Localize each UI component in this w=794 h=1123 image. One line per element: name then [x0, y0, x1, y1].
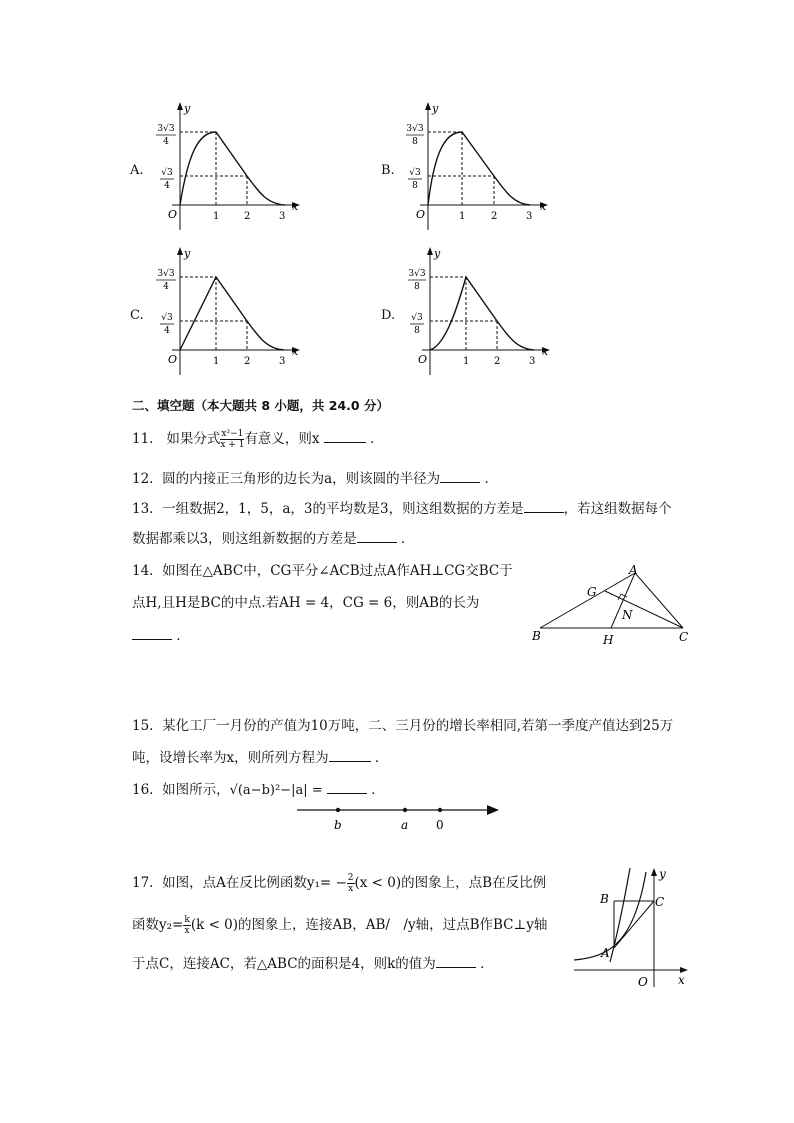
svg-text:4: 4	[163, 282, 169, 292]
svg-text:1: 1	[463, 356, 470, 367]
number-line	[295, 800, 505, 836]
svg-text:A: A	[629, 563, 638, 577]
svg-text:y: y	[434, 247, 441, 260]
svg-text:y: y	[659, 867, 666, 881]
svg-text:a: a	[401, 818, 409, 832]
svg-text:√3: √3	[161, 313, 173, 323]
svg-text:B: B	[532, 629, 541, 643]
svg-text:O: O	[168, 208, 178, 221]
svg-text:y: y	[184, 247, 191, 260]
svg-text:G: G	[587, 585, 597, 599]
answer-blank[interactable]	[132, 625, 172, 640]
svg-text:x: x	[542, 345, 549, 358]
svg-text:y: y	[184, 102, 191, 115]
svg-text:x: x	[678, 973, 685, 987]
option-a-label: A.	[130, 163, 144, 178]
inverse-function-figure	[570, 862, 695, 992]
question-15-line2: 吨，设增长率为x，则所列方程为 ．	[132, 747, 388, 768]
option-c-label: C.	[130, 308, 144, 323]
a-y-low-num: √3	[161, 168, 173, 178]
svg-text:8: 8	[412, 137, 418, 147]
svg-text:2: 2	[491, 211, 498, 222]
svg-text:O: O	[416, 208, 426, 221]
option-d-label: D.	[381, 308, 396, 323]
svg-text:A: A	[601, 946, 610, 960]
fraction: $\frac{\text{x²−1}}{x + 1}$	[220, 429, 245, 450]
svg-text:x: x	[292, 200, 299, 213]
answer-blank[interactable]	[436, 953, 476, 968]
svg-text:O: O	[638, 975, 648, 989]
svg-text:8: 8	[412, 181, 418, 191]
svg-text:4: 4	[164, 326, 170, 336]
svg-text:3: 3	[526, 211, 533, 222]
svg-text:x: x	[540, 200, 547, 213]
a-y-high-num: 3√3	[157, 124, 175, 134]
answer-blank[interactable]	[329, 747, 371, 762]
question-14-line2: 点H,且H是BC的中点.若AH = 4，CG = 6，则AB的长为	[132, 595, 480, 611]
question-17-line3: 于点C，连接AC，若△ABC的面积是4，则k的值为 ．	[132, 953, 494, 974]
svg-text:0: 0	[436, 818, 444, 832]
svg-text:3√3: 3√3	[408, 269, 426, 279]
question-17: 17. 如图，点A在反比例函数y₁= − $\frac{2}{x}$ (x < 0)的图象上，点B在反比例	[132, 873, 547, 894]
answer-blank[interactable]	[440, 468, 480, 483]
svg-text:3: 3	[279, 211, 286, 222]
svg-text:C: C	[679, 630, 689, 644]
option-d-graph	[400, 245, 560, 380]
svg-text:y: y	[432, 102, 439, 115]
answer-blank[interactable]	[327, 779, 367, 794]
section-title: 二、填空题（本大题共 8 小题，共 24.0 分）	[132, 398, 389, 413]
answer-blank[interactable]	[357, 528, 397, 543]
svg-text:B: B	[600, 892, 609, 906]
svg-text:1: 1	[213, 211, 220, 222]
svg-text:2: 2	[244, 211, 251, 222]
triangle-figure	[525, 560, 700, 652]
a-y-high-den: 4	[163, 137, 169, 147]
question-11: 11. 如果分式 $\frac{\text{x²−1}}{x + 1}$ 有意义，则x ．	[132, 429, 384, 450]
question-17-line2: 函数y₂= $\frac{k}{x}$ (k < 0)的图象上，连接AB，AB/ /y轴，过点B作BC⊥y轴	[132, 915, 548, 936]
answer-blank[interactable]	[524, 498, 564, 513]
svg-text:√3: √3	[409, 168, 421, 178]
option-b-graph	[398, 100, 558, 235]
question-13-line2: 数据都乘以3，则这组新数据的方差是 ．	[132, 528, 414, 549]
question-14-line3: ．	[132, 625, 190, 646]
svg-text:3: 3	[529, 356, 536, 367]
svg-text:O: O	[168, 353, 178, 366]
svg-text:8: 8	[414, 282, 420, 292]
a-y-low-den: 4	[164, 181, 170, 191]
question-13: 13. 一组数据2，1，5，a，3的平均数是3，则这组数据的方差是 ，若这组数据每个	[132, 498, 672, 519]
answer-blank[interactable]	[324, 428, 366, 443]
svg-text:3: 3	[279, 356, 286, 367]
svg-text:2: 2	[244, 356, 251, 367]
svg-text:O: O	[418, 353, 428, 366]
option-a-graph	[150, 100, 310, 235]
svg-text:C: C	[655, 895, 665, 909]
svg-text:b: b	[334, 818, 342, 832]
svg-text:N: N	[622, 608, 633, 622]
option-c-graph	[150, 245, 310, 380]
svg-text:H: H	[603, 633, 614, 647]
svg-text:8: 8	[414, 326, 420, 336]
svg-text:1: 1	[459, 211, 466, 222]
svg-text:√3: √3	[411, 313, 423, 323]
question-16: 16. 如图所示，√(a−b)²−|a| = ．	[132, 779, 385, 801]
option-b-label: B.	[381, 163, 395, 178]
svg-text:2: 2	[494, 356, 501, 367]
question-14: 14. 如图在△ABC中，CG平分∠ACB过点A作AH⊥CG交BC于	[132, 563, 513, 579]
svg-text:1: 1	[213, 356, 220, 367]
svg-text:3√3: 3√3	[157, 269, 175, 279]
question-15: 15. 某化工厂一月份的产值为10万吨，二、三月份的增长率相同,若第一季度产值达到25万	[132, 718, 674, 734]
svg-text:x: x	[292, 345, 299, 358]
svg-text:3√3: 3√3	[406, 124, 424, 134]
question-12: 12. 圆的内接正三角形的边长为a，则该圆的半径为 ．	[132, 468, 498, 489]
